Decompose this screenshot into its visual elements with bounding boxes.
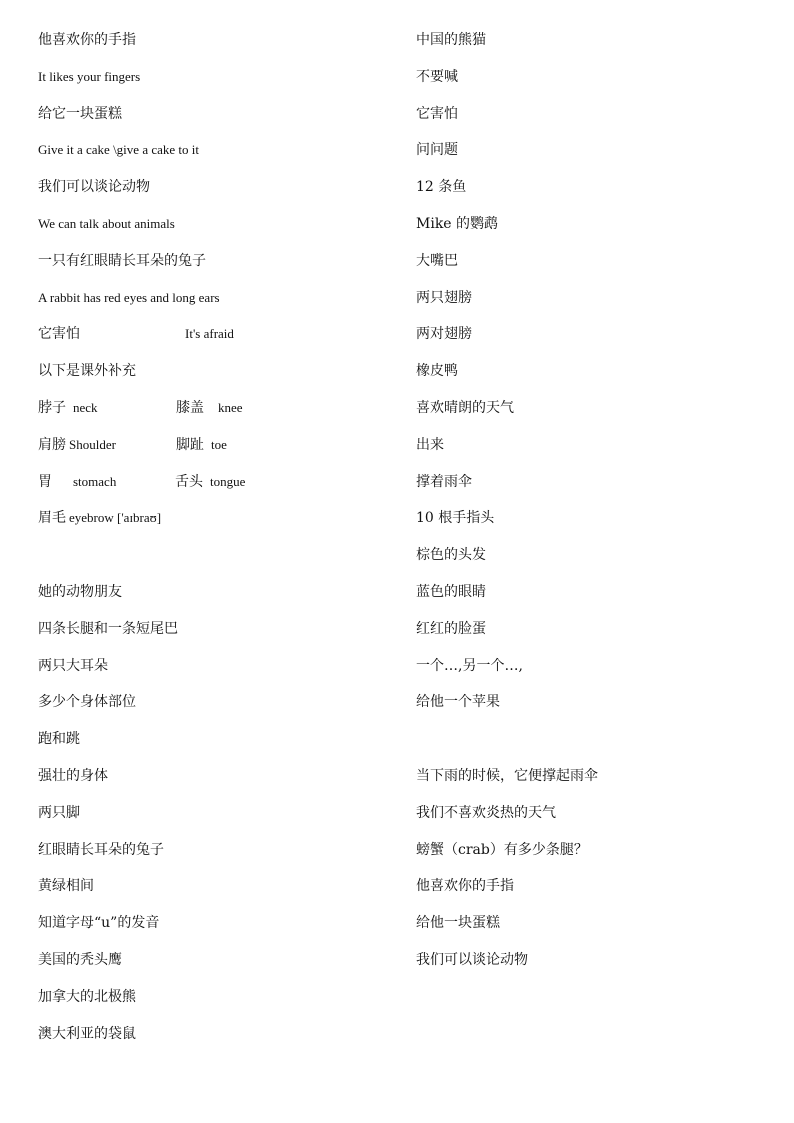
list-item: 棕色的头发 [416,547,486,564]
vocab-row [38,500,378,537]
vocab-row [38,427,378,464]
list-item: 多少个身体部位 [38,694,136,711]
list-item: It likes your fingers [38,68,141,84]
right-column [416,22,776,979]
english-term: neck [73,399,98,415]
list-item: 跑和跳 [38,731,80,748]
list-item: 它害怕 [416,105,458,122]
list-item: 撑着雨伞 [416,473,472,490]
list-item: A rabbit has red eyes and long ears [38,289,220,305]
list-item: 我们可以谈论动物 [38,179,150,196]
list-item: 两只脚 [38,804,80,821]
list-item: 一个…,另一个…, [416,657,523,674]
list-item: 橡皮鸭 [416,363,458,380]
list-item: 四条长腿和一条短尾巴 [38,620,178,637]
chinese-term: 眉毛 [38,510,66,527]
list-item: 红眼睛长耳朵的兔子 [38,841,164,858]
list-item: 他喜欢你的手指 [416,878,514,895]
list-item: 给他一个苹果 [416,694,500,711]
english-term: It's afraid [185,326,234,342]
list-item: 出来 [416,436,444,453]
list-item: 我们不喜欢炎热的天气 [416,804,556,821]
list-item: 两只大耳朵 [38,657,108,674]
list-item: 两只翅膀 [416,289,472,306]
english-term: tongue [210,473,246,489]
english-term: Shoulder [69,436,116,452]
blank-line [416,721,776,758]
list-item: 他喜欢你的手指 [38,32,136,48]
list-item: 大嘴巴 [416,252,458,269]
list-item: 加拿大的北极熊 [38,988,136,1005]
list-item: 不要喊 [416,68,458,85]
list-item [38,316,378,353]
list-item: 当下雨的时候，它便撑起雨伞 [416,767,598,784]
list-item: 我们可以谈论动物 [416,951,528,968]
list-item: Mike 的鹦鹉 [416,215,499,232]
list-item: 喜欢晴朗的天气 [416,399,514,416]
chinese-term: 它害怕 [38,326,80,343]
list-item: 12 条鱼 [416,179,467,196]
blank-line [38,537,378,574]
list-item: 黄绿相间 [38,878,94,895]
chinese-term: 舌头 [175,473,203,490]
list-item: 红红的脸蛋 [416,620,486,637]
list-item: 给他一块蛋糕 [416,915,500,932]
list-item: 螃蟹（crab）有多少条腿？ [416,841,588,858]
list-item: 中国的熊猫 [416,32,486,48]
list-item: 强壮的身体 [38,767,108,784]
left-column [38,22,378,1052]
list-item: 两对翅膀 [416,326,472,343]
chinese-term: 膝盖 [176,399,204,416]
english-term: eyebrow ['aɪbraʊ] [69,510,162,526]
english-term: stomach [73,473,117,489]
chinese-term: 脖子 [38,399,66,416]
chinese-term: 胃 [38,473,52,490]
list-item: 给它一块蛋糕 [38,105,122,122]
section-heading: 以下是课外补充 [38,363,136,380]
list-item: 澳大利亚的袋鼠 [38,1025,136,1042]
list-item: 10 根手指头 [416,510,495,527]
list-item: 她的动物朋友 [38,583,122,600]
list-item: 一只有红眼睛长耳朵的兔子 [38,252,206,269]
vocab-row [38,390,378,427]
english-term: knee [218,399,243,415]
list-item: 美国的秃头鹰 [38,951,122,968]
list-item: 问问题 [416,142,458,159]
chinese-term: 脚趾 [176,436,204,453]
chinese-term: 肩膀 [38,436,66,453]
english-term: toe [211,436,227,452]
list-item: We can talk about animals [38,215,175,231]
vocab-row [38,464,378,501]
list-item: Give it a cake \give a cake to it [38,142,199,158]
list-item: 蓝色的眼睛 [416,583,486,600]
list-item: 知道字母“u”的发音 [38,915,160,932]
